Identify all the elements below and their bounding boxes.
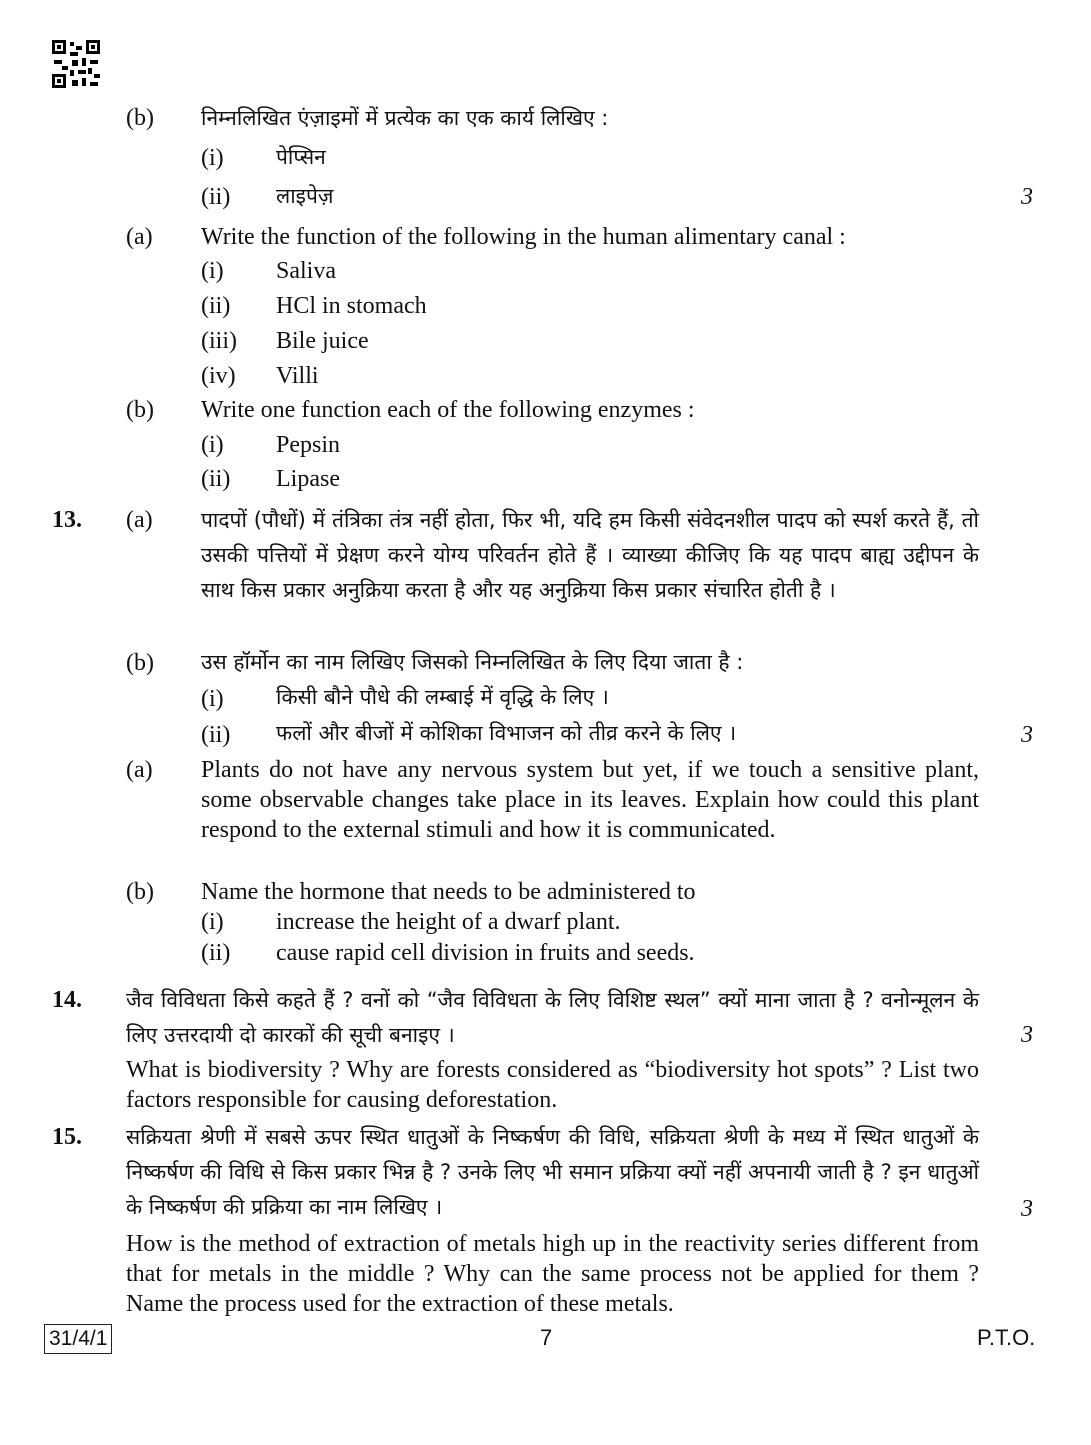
q12-en-a-item: Saliva <box>276 258 336 284</box>
q12-en-b-item-label: (ii) <box>201 466 231 492</box>
qr-code <box>52 40 100 88</box>
q14-number: 14. <box>52 987 82 1013</box>
q14-hi-text: जैव विविधता किसे कहते हैं ? वनों को “जैव विविधता के लिए विशिष्ट स्थल” क्यों माना जाता है ? वनोन्मूलन के लिए उत्तरदायी दो कारकों की सूची बनाइए । <box>126 988 979 1047</box>
q12-en-b-item: Pepsin <box>276 432 341 458</box>
q12-hi-b-ii-label: (ii) <box>201 184 231 210</box>
q14-en-text: What is biodiversity ? Why are forests considered as “biodiversity hot spots” ? List two factors responsible for causing deforestation. <box>126 1057 979 1113</box>
q12-en-a-item: Villi <box>276 363 319 389</box>
q13-hi-b-text: उस हॉर्मोन का नाम लिखिए जिसको निम्नलिखित के लिए दिया जाता है : <box>201 650 744 674</box>
q15-number: 15. <box>52 1124 82 1150</box>
q12-hi-b-ii: लाइपेज़ <box>276 184 334 208</box>
page-number: 7 <box>540 1325 553 1350</box>
q12-hi-b-i-label: (i) <box>201 145 224 171</box>
q12-en-a-item-label: (iii) <box>201 328 237 354</box>
q13-hi-a-label: (a) <box>126 507 153 533</box>
q13-en-b-i: increase the height of a dwarf plant. <box>276 909 621 935</box>
q15-en-text: How is the method of extraction of metals high up in the reactivity series different from that for metals in the middle ? Why can the same process not be applied for them ? Name the process used for the extraction of these metals. <box>126 1231 979 1317</box>
q13-en-a-label: (a) <box>126 757 153 783</box>
q13-marks: 3 <box>1021 722 1033 748</box>
q13-en-b-label: (b) <box>126 879 154 905</box>
q15-marks: 3 <box>1021 1196 1033 1222</box>
q13-en-b-i-label: (i) <box>201 909 224 935</box>
q12-marks: 3 <box>1021 184 1033 210</box>
q12-en-b-item-label: (i) <box>201 432 224 458</box>
q12-en-a-item-label: (ii) <box>201 293 231 319</box>
q12-hi-b-text: निम्नलिखित एंज़ाइमों में प्रत्येक का एक कार्य लिखिए : <box>201 106 609 130</box>
q13-en-b-ii: cause rapid cell division in fruits and seeds. <box>276 940 695 966</box>
q12-en-b-item: Lipase <box>276 466 340 492</box>
q12-en-a-item: Bile juice <box>276 328 369 354</box>
q12-hi-b-i: पेप्सिन <box>276 145 326 169</box>
q13-hi-b-label: (b) <box>126 650 154 676</box>
q13-hi-b-i-label: (i) <box>201 686 224 712</box>
q12-en-b-label: (b) <box>126 397 154 423</box>
q13-hi-b-ii: फलों और बीजों में कोशिका विभाजन को तीव्र करने के लिए । <box>276 721 737 745</box>
q12-en-a-label: (a) <box>126 224 153 250</box>
paper-code: 31/4/1 <box>44 1324 112 1354</box>
pto-label: P.T.O. <box>977 1325 1036 1350</box>
q14-marks: 3 <box>1021 1022 1033 1048</box>
q12-en-a-item: HCl in stomach <box>276 293 427 319</box>
q12-en-b-text: Write one function each of the following enzymes : <box>201 397 695 423</box>
q12-en-a-item-label: (iv) <box>201 363 236 389</box>
q13-hi-b-i: किसी बौने पौधे की लम्बाई में वृद्धि के लिए । <box>276 685 609 709</box>
q13-en-b-text: Name the hormone that needs to be administered to <box>201 879 696 905</box>
q13-number: 13. <box>52 507 82 533</box>
q13-hi-a-text: पादपों (पौधों) में तंत्रिका तंत्र नहीं होता, फिर भी, यदि हम किसी संवेदनशील पादप को स्पर्श करते हैं, तो उसकी पत्तियों में प्रेक्षण करने योग्य परिवर्तन होते हैं । व्याख्या कीजिए कि यह पादप बाह्य उद्दीपन के साथ किस प्रकार अनुक्रिया करता है और यह अनुक्रिया किस प्रकार संचारित होती है । <box>201 508 979 602</box>
q12-en-a-item-label: (i) <box>201 258 224 284</box>
q13-en-a-text: Plants do not have any nervous system but yet, if we touch a sensitive plant, some observable changes take place in its leaves. Explain how could this plant respond to the external stimuli and how it is communicated. <box>201 757 979 843</box>
q12-hi-b-label: (b) <box>126 105 154 131</box>
q12-en-a-text: Write the function of the following in the human alimentary canal : <box>201 224 846 250</box>
q15-hi-text: सक्रियता श्रेणी में सबसे ऊपर स्थित धातुओं के निष्कर्षण की विधि, सक्रियता श्रेणी के मध्य में स्थित धातुओं के निष्कर्षण की विधि से किस प्रकार भिन्न है ? उनके लिए भी समान प्रक्रिया क्यों नहीं अपनायी जाती है ? इन धातुओं के निष्कर्षण की प्रक्रिया का नाम लिखिए । <box>126 1125 979 1219</box>
q13-hi-b-ii-label: (ii) <box>201 722 231 748</box>
q13-en-b-ii-label: (ii) <box>201 940 231 966</box>
